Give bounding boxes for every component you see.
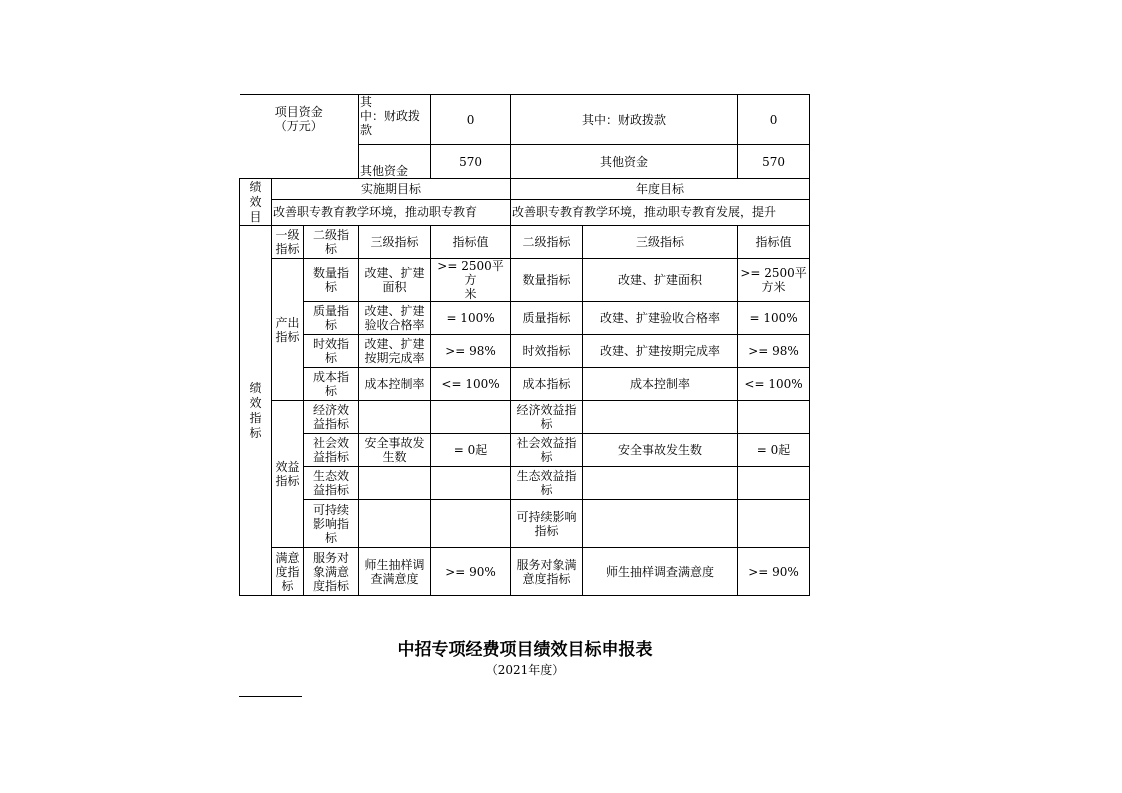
header-value-year: 指标值 xyxy=(738,226,810,259)
table-row xyxy=(240,368,810,401)
header-level3: 三级指标 xyxy=(359,226,431,259)
performance-table xyxy=(239,94,810,596)
funds-other-value-impl: 570 xyxy=(431,145,511,179)
funds-fiscal-label-year: 其中：财政拨款 xyxy=(511,95,738,145)
header-level3-year: 三级指标 xyxy=(583,226,738,259)
row-level2: 经济效 益指标 xyxy=(304,401,359,434)
row-level3: 成本控制率 xyxy=(359,368,431,401)
row-value-year xyxy=(738,401,810,434)
footnote-rule xyxy=(239,696,302,697)
row-level3-year xyxy=(583,500,738,548)
row-level2-year: 质量指标 xyxy=(511,302,583,335)
row-level2: 时效指 标 xyxy=(304,335,359,368)
row-level3-year: 师生抽样调查满意度 xyxy=(583,548,738,596)
group-satisfaction: 满意 度指 标 xyxy=(272,548,304,596)
row-level3: 改建、扩建 面积 xyxy=(359,259,431,302)
table-row xyxy=(240,335,810,368)
header-level1: 一级 指标 xyxy=(272,226,304,259)
row-level3: 改建、扩建 按期完成率 xyxy=(359,335,431,368)
funds-fiscal-value-impl: 0 xyxy=(431,95,511,145)
row-level3-year xyxy=(583,401,738,434)
year-goal-text: 改善职专教育教学环境，推动职专教育发展，提升 xyxy=(511,199,810,225)
table-row xyxy=(240,500,810,548)
row-value-year xyxy=(738,467,810,500)
row-level3-year: 改建、扩建验收合格率 xyxy=(583,302,738,335)
row-level2-year: 生态效益指 标 xyxy=(511,467,583,500)
row-level3 xyxy=(359,401,431,434)
row-level2-year: 可持续影响 指标 xyxy=(511,500,583,548)
funds-other-value-year: 570 xyxy=(738,145,810,179)
row-value-year: = 100% xyxy=(738,302,810,335)
row-level3-year: 安全事故发生数 xyxy=(583,434,738,467)
goals-side-label: 绩 效 目 xyxy=(240,179,272,226)
group-benefit: 效益 指标 xyxy=(272,401,304,548)
row-value-year: >= 90% xyxy=(738,548,810,596)
row-level3-year: 成本控制率 xyxy=(583,368,738,401)
indicators-side-label: 绩 效 指 标 xyxy=(240,226,272,596)
header-value: 指标值 xyxy=(431,226,511,259)
row-value: >= 90% xyxy=(431,548,511,596)
header-level2: 二级指 标 xyxy=(304,226,359,259)
row-level2-year: 成本指标 xyxy=(511,368,583,401)
group-output: 产出 指标 xyxy=(272,259,304,401)
row-value: >= 2500平方 米 xyxy=(431,259,511,302)
row-level2: 社会效 益指标 xyxy=(304,434,359,467)
row-level2: 生态效 益指标 xyxy=(304,467,359,500)
row-value xyxy=(431,500,511,548)
row-level3: 安全事故发 生数 xyxy=(359,434,431,467)
funds-other-label-impl: 其他资金 xyxy=(359,145,431,179)
row-value-year: <= 100% xyxy=(738,368,810,401)
funds-fiscal-value-year: 0 xyxy=(738,95,810,145)
impl-goal-text: 改善职专教育教学环境，推动职专教育 xyxy=(272,199,511,225)
row-value: <= 100% xyxy=(431,368,511,401)
row-level2: 质量指 标 xyxy=(304,302,359,335)
year-goal-header: 年度目标 xyxy=(511,179,810,200)
table-row xyxy=(240,467,810,500)
table-row xyxy=(240,401,810,434)
row-level2: 服务对 象满意 度指标 xyxy=(304,548,359,596)
funds-other-label-year: 其他资金 xyxy=(511,145,738,179)
row-level2-year: 经济效益指 标 xyxy=(511,401,583,434)
page-title: 中招专项经费项目绩效目标申报表 xyxy=(397,640,653,660)
row-value-year xyxy=(738,500,810,548)
table-row xyxy=(240,548,810,596)
row-value-year: = 0起 xyxy=(738,434,810,467)
row-level2: 成本指 标 xyxy=(304,368,359,401)
page-subtitle: （2021年度） xyxy=(485,663,565,677)
row-level2-year: 社会效益指 标 xyxy=(511,434,583,467)
funds-label: 项目资金 （万元） xyxy=(240,95,359,179)
table-row xyxy=(240,434,810,467)
row-level2: 可持续 影响指 标 xyxy=(304,500,359,548)
row-level3-year: 改建、扩建面积 xyxy=(583,259,738,302)
row-value-year: >= 2500平 方米 xyxy=(738,259,810,302)
row-level2: 数量指 标 xyxy=(304,259,359,302)
impl-goal-header: 实施期目标 xyxy=(272,179,511,200)
row-value: = 0起 xyxy=(431,434,511,467)
row-level3 xyxy=(359,467,431,500)
row-level3 xyxy=(359,500,431,548)
table-row xyxy=(240,259,810,302)
row-value-year: >= 98% xyxy=(738,335,810,368)
row-level2-year: 数量指标 xyxy=(511,259,583,302)
row-value xyxy=(431,401,511,434)
funds-fiscal-label-impl: 其 中：财政拨 款 xyxy=(359,95,431,145)
row-value xyxy=(431,467,511,500)
header-level2-year: 二级指标 xyxy=(511,226,583,259)
row-level2-year: 服务对象满 意度指标 xyxy=(511,548,583,596)
table-row xyxy=(240,302,810,335)
row-value: = 100% xyxy=(431,302,511,335)
row-level3-year xyxy=(583,467,738,500)
row-level3: 改建、扩建 验收合格率 xyxy=(359,302,431,335)
row-level2-year: 时效指标 xyxy=(511,335,583,368)
row-level3: 师生抽样调 查满意度 xyxy=(359,548,431,596)
row-level3-year: 改建、扩建按期完成率 xyxy=(583,335,738,368)
row-value: >= 98% xyxy=(431,335,511,368)
